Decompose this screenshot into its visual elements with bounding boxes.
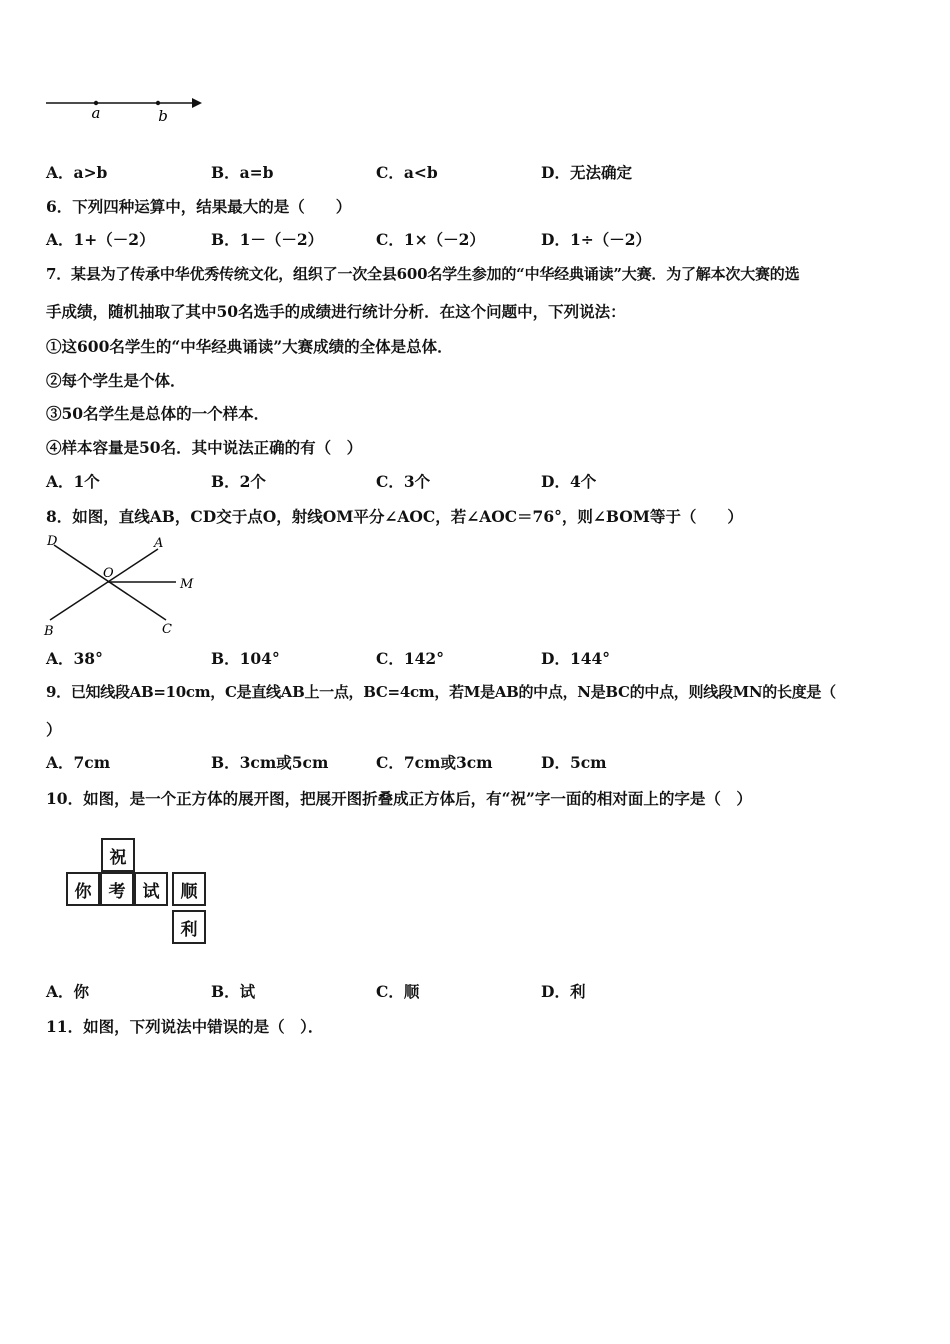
q6-option-c[interactable]: C．1×（－2）: [376, 230, 485, 249]
q8-option-a[interactable]: A．38°: [46, 649, 103, 668]
q8-option-d[interactable]: D．144°: [541, 649, 611, 668]
q10-option-b[interactable]: B．试: [211, 982, 256, 1001]
net-face-top: 祝: [101, 838, 135, 872]
q5-option-b[interactable]: B．a=b: [211, 163, 274, 182]
q8-option-c[interactable]: C．142°: [376, 649, 444, 668]
q7-option-d[interactable]: D．4个: [541, 472, 597, 491]
q6-option-a[interactable]: A．1+（－2）: [46, 230, 155, 249]
label-A: A: [154, 536, 164, 551]
q7-statement-2: ②每个学生是个体．: [46, 371, 186, 390]
net-face-1: 你: [66, 872, 100, 906]
net-face-bottom: 利: [172, 910, 206, 944]
q7-option-b[interactable]: B．2个: [211, 472, 266, 491]
q6-option-b[interactable]: B．1－（－2）: [211, 230, 324, 249]
label-B: B: [44, 624, 54, 639]
q5-option-a[interactable]: A．a>b: [46, 163, 108, 182]
q9-stem-line2: ）: [46, 720, 62, 739]
q10-option-d[interactable]: D．利: [541, 982, 586, 1001]
q9-option-d[interactable]: D．5cm: [541, 753, 607, 772]
line-ab: [50, 549, 158, 620]
q11-stem: 11．如图，下列说法中错误的是（ ）．: [46, 1017, 324, 1036]
q7-stem-line2: 手成绩，随机抽取了其中50名选手的成绩进行统计分析．在这个问题中，下列说法：: [46, 302, 626, 321]
q10-option-a[interactable]: A．你: [46, 982, 90, 1001]
label-O: O: [103, 566, 114, 581]
q10-cube-net: [66, 838, 211, 948]
net-face-2: 考: [100, 872, 134, 906]
q7-option-a[interactable]: A．1个: [46, 472, 100, 491]
q6-option-d[interactable]: D．1÷（－2）: [541, 230, 651, 249]
q8-stem: 8．如图，直线AB，CD交于点O，射线OM平分∠AOC，若∠AOC＝76°，则∠BOM等于（ ）: [46, 507, 743, 526]
label-D: D: [47, 534, 58, 549]
label-C: C: [162, 622, 172, 637]
number-line-arrow: [192, 98, 202, 108]
q8-option-b[interactable]: B．104°: [211, 649, 280, 668]
q5-option-d[interactable]: D．无法确定: [541, 163, 632, 182]
q9-option-c[interactable]: C．7cm或3cm: [376, 753, 493, 772]
q10-stem: 10．如图，是一个正方体的展开图，把展开图折叠成正方体后，有“祝”字一面的相对面上的字是（ ）: [46, 789, 752, 808]
label-a: a: [91, 104, 101, 122]
q9-option-b[interactable]: B．3cm或5cm: [211, 753, 329, 772]
label-M: M: [180, 577, 194, 592]
q7-statement-1: ①这600名学生的“中华经典诵读”大赛成绩的全体是总体．: [46, 337, 453, 356]
net-face-3: 试: [134, 872, 168, 906]
q8-intersecting-lines-figure: [40, 532, 210, 640]
q7-statement-3: ③50名学生是总体的一个样本．: [46, 404, 270, 423]
q5-option-c[interactable]: C．a<b: [376, 163, 438, 182]
q6-stem: 6．下列四种运算中，结果最大的是（ ）: [46, 197, 352, 216]
label-b: b: [158, 107, 168, 125]
q10-option-c[interactable]: C．顺: [376, 982, 420, 1001]
q9-stem-line1: 9．已知线段AB=10cm，C是直线AB上一点，BC=4cm，若M是AB的中点，N是BC的中点，则线段MN的长度是（: [46, 683, 836, 701]
q9-option-a[interactable]: A．7cm: [46, 753, 111, 772]
net-face-4: 顺: [172, 872, 206, 906]
point-b: [156, 101, 160, 105]
q7-option-c[interactable]: C．3个: [376, 472, 431, 491]
number-line-figure: [44, 92, 214, 132]
q7-stem-line1: 7．某县为了传承中华优秀传统文化，组织了一次全县600名学生参加的“中华经典诵读”大赛．为了解本次大赛的选: [46, 265, 800, 283]
q7-statement-4: ④样本容量是50名．其中说法正确的有（ ）: [46, 438, 363, 457]
